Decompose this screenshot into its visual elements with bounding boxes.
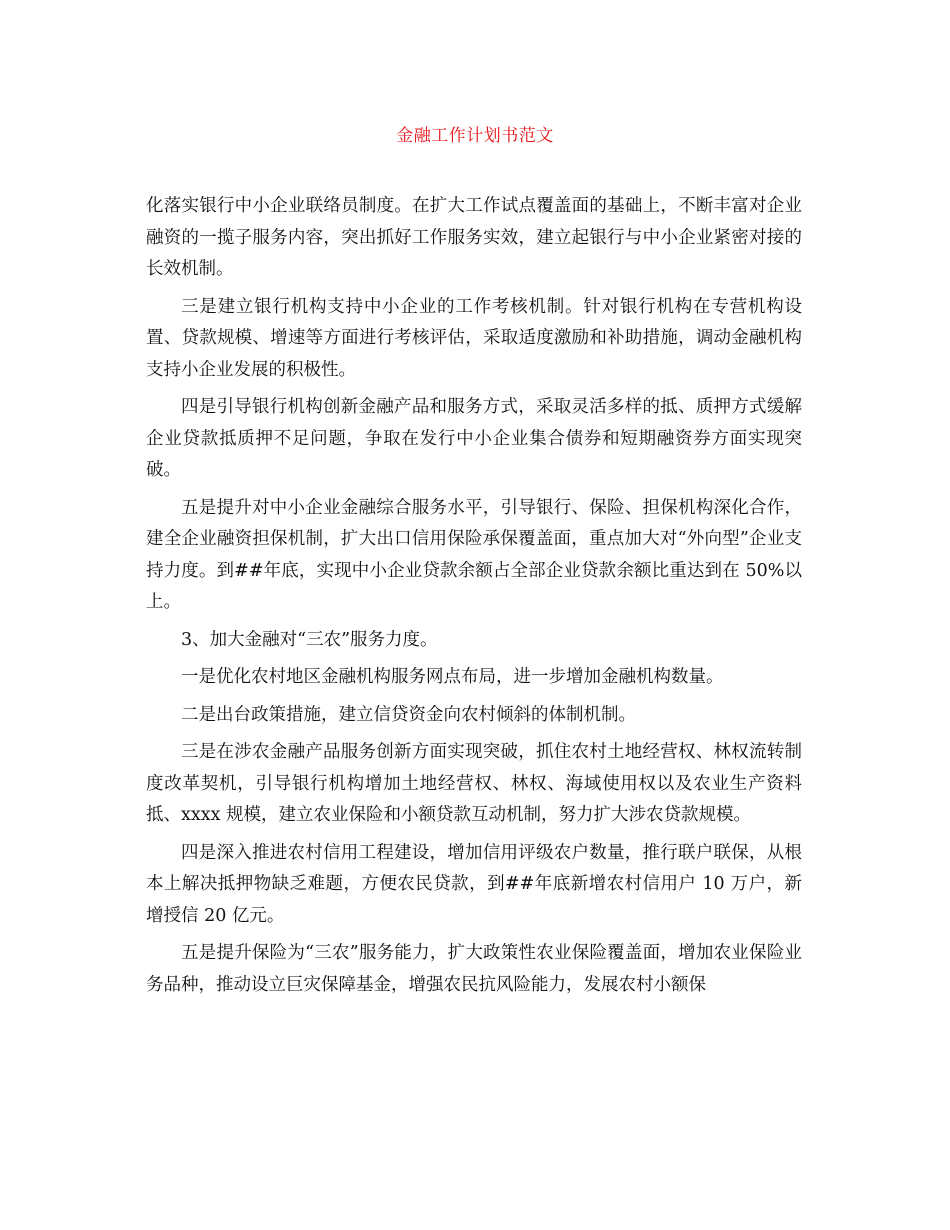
- paragraph: 四是深入推进农村信用工程建设，增加信用评级农户数量，推行联户联保，从根本上解决抵押物缺乏难题，方便农民贷款，到##年底新增农村信用户 10 万户，新增授信 20 亿元。: [146, 842, 802, 926]
- document-body: [146, 191, 802, 1007]
- paragraph: 四是引导银行机构创新金融产品和服务方式，采取灵活多样的抵、质押方式缓解企业贷款抵质押不足问题，争取在发行中小企业集合债券和短期融资券方面实现突破。: [146, 397, 802, 480]
- paragraph: 化落实银行中小企业联络员制度。在扩大工作试点覆盖面的基础上，不断丰富对企业融资的一揽子服务内容，突出抓好工作服务实效，建立起银行与中小企业紧密对接的长效机制。: [146, 196, 802, 279]
- paragraph: 一是优化农村地区金融机构服务网点布局，进一步增加金融机构数量。: [181, 667, 724, 687]
- section-heading: 3、加大金融对“三农”服务力度。: [181, 629, 438, 650]
- paragraph: 三是在涉农金融产品服务创新方面实现突破，抓住农村土地经营权、林权流转制度改革契机，引导银行机构增加土地经营权、林权、海域使用权以及农业生产资料抵、xxxx 规模，建立农业保险和小额贷款互动机制，努力扩大涉农贷款规模。: [146, 742, 802, 825]
- paragraph: 五是提升保险为“三农”服务能力，扩大政策性农业保险覆盖面，增加农业保险业务品种，推动设立巨灾保障基金，增强农民抗风险能力，发展农村小额保: [146, 943, 802, 995]
- paragraph: 三是建立银行机构支持中小企业的工作考核机制。针对银行机构在专营机构设置、贷款规模、增速等方面进行考核评估，采取适度激励和补助措施，调动金融机构支持小企业发展的积极性。: [146, 296, 802, 380]
- paragraph: 五是提升对中小企业金融综合服务水平，引导银行、保险、担保机构深化合作，建全企业融资担保机制，扩大出口信用保险承保覆盖面，重点加大对“外向型”企业支持力度。到##年底，实现中小企业贷款余额占全部企业贷款余额比重达到在 50%以上。: [146, 497, 802, 612]
- document-title: 金融工作计划书范文: [396, 126, 554, 146]
- paragraph: 二是出台政策措施，建立信贷资金向农村倾斜的体制机制。: [181, 704, 636, 725]
